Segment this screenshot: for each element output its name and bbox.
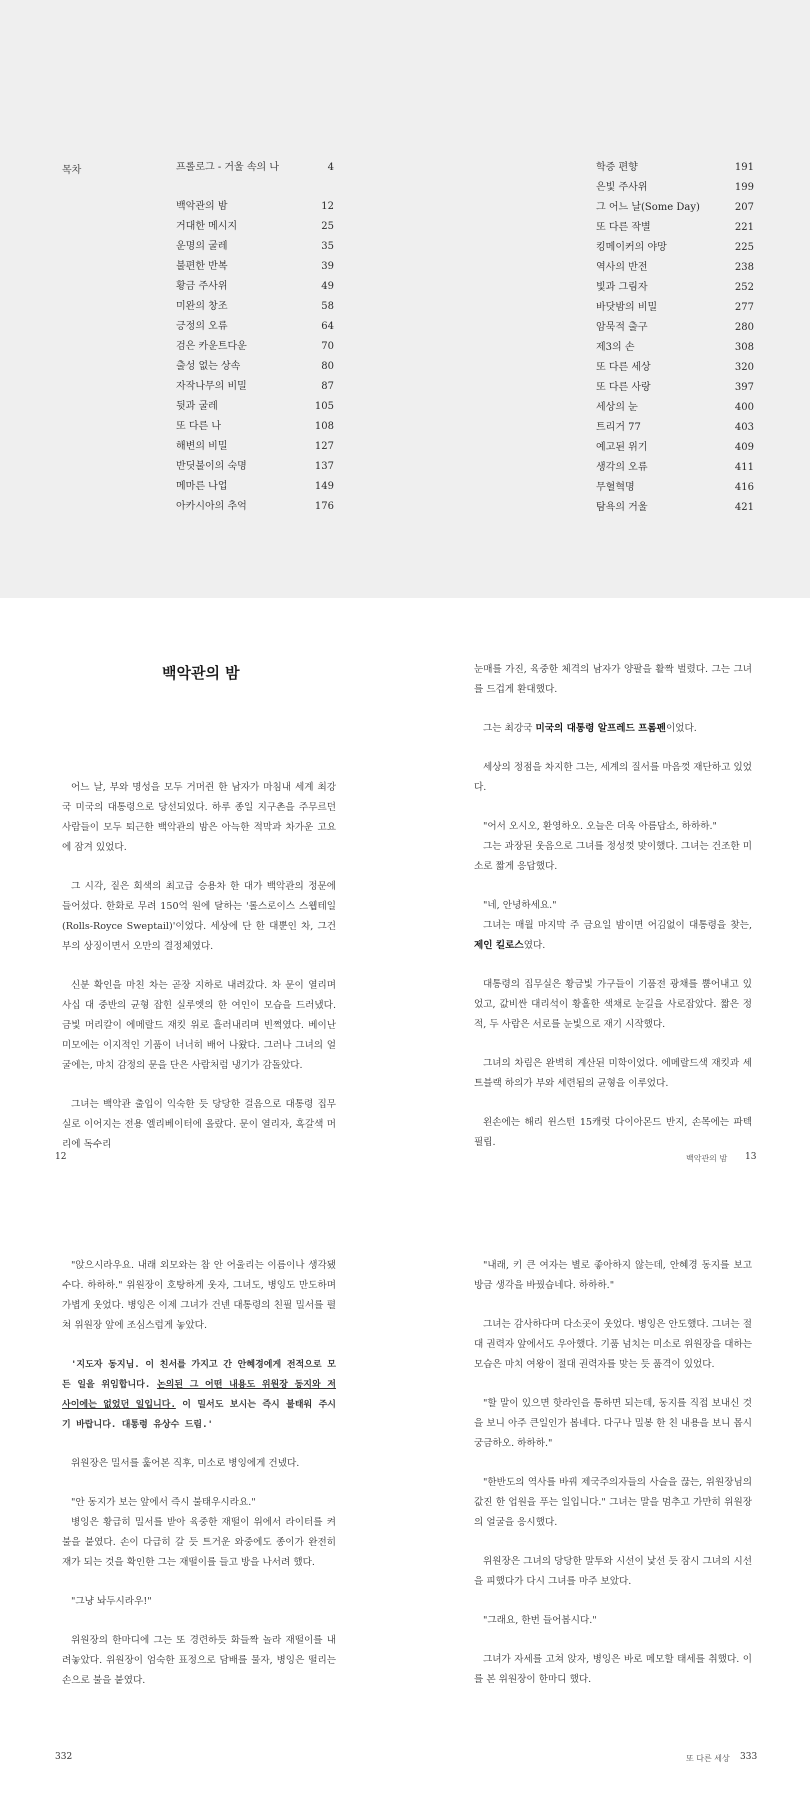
toc-entry (596, 381, 754, 401)
paragraph: 대통령의 집무실은 황금빛 가구들이 기품전 광채를 뿜어내고 있었고, 값비싼 대리석이 황홀한 색채로 눈길을 사로잡았다. 짧은 정적, 두 사람은 서로를 눈빛으로 재기 시작했다. (474, 979, 752, 1030)
toc-entry-page: 108 (314, 421, 334, 432)
toc-entry-title: 탐욕의 거울 (596, 502, 648, 513)
text-run: 그녀는 매월 마지막 주 금요일 밤이면 어김없이 대통령을 찾는, (483, 920, 752, 931)
toc-entry (176, 280, 334, 300)
paragraph: "할 말이 있으면 핫라인을 통하면 되는데, 동지를 직접 보내신 것을 보니 아주 큰일인가 봅네다. 다구나 밀봉 한 친 내용을 보니 몹시 궁금하오. 하하하." (474, 1398, 752, 1449)
toc-entry-page: 49 (321, 281, 334, 292)
toc-entry (176, 340, 334, 360)
toc-entry-title: 생각의 오류 (596, 462, 648, 473)
toc-entry-title: 빛과 그림자 (596, 282, 648, 293)
toc-entry-title: 백악관의 밤 (176, 201, 228, 212)
toc-entry (596, 481, 754, 501)
toc-entry-title: 메마른 나업 (176, 481, 228, 492)
toc-entry-page: 409 (734, 442, 754, 453)
toc-entry-page: 225 (734, 242, 754, 253)
toc-entry-page: 25 (321, 221, 334, 232)
paragraph: 위원장은 밀서를 훑어본 직후, 미소로 병잉에게 건넸다. (71, 1458, 300, 1469)
toc-entry-page: 207 (734, 202, 754, 213)
toc-entry-title: 또 다른 나 (176, 421, 221, 432)
toc-entry-page: 4 (327, 162, 334, 173)
toc-entry-page: 80 (321, 361, 334, 372)
paragraph: 위원장은 그녀의 당당한 말투와 시선이 낯선 듯 잠시 그녀의 시선을 피했다가 다시 그녀를 마주 보았다. (474, 1556, 752, 1587)
toc-entry (176, 400, 334, 420)
paragraph: 왼손에는 해리 윈스턴 15캐럿 다이아몬드 반지, 손목에는 파텍 필립. (474, 1117, 752, 1148)
paragraph: "어서 오시오, 환영하오. 오늘은 더욱 아름답소, 하하하." (483, 821, 717, 832)
toc-entry-title: 킹메이커의 야망 (596, 242, 667, 253)
paragraph: 눈매를 가진, 육중한 체격의 남자가 양팔을 활짝 벌렸다. 그는 그녀를 드겁게 환대했다. (474, 664, 752, 695)
paragraph: 그는 과장된 웃음으로 그녀를 정성껏 맞이했다. 그녀는 건조한 미소로 짧게 응답했다. (474, 841, 752, 872)
text-run: 이 밀서도 보시는 즉시 불태워 주시기 바랍니다. 대통령 유상수 드림.' (62, 1400, 336, 1430)
toc-entry (176, 220, 334, 240)
paragraph: 그녀의 차림은 완벽히 계산된 미학이었다. 에메랄드색 재킷과 세트블랙 하의가 부와 세련됨의 균형을 이루었다. (474, 1058, 752, 1089)
toc-entry-page: 411 (734, 462, 754, 473)
toc-entry (596, 161, 754, 181)
toc-entry-title: 바닷밤의 비밀 (596, 302, 658, 313)
toc-entry-page: 149 (314, 481, 334, 492)
toc-entry-title: 암묵적 출구 (596, 322, 648, 333)
page-number: 333 (740, 1752, 758, 1762)
toc-entry (596, 301, 754, 321)
toc-entry-title: 무혈혁명 (596, 482, 635, 493)
text-run: '지도자 동지님. 이 친서를 가지고 간 안혜경에게 전적으로 모든 일을 위임합니다. (62, 1360, 336, 1390)
text-run: 이었다. (665, 723, 697, 734)
toc-entry (176, 240, 334, 260)
toc-entry (596, 181, 754, 201)
toc-entry (176, 360, 334, 380)
running-head: 백악관의 밤 (686, 1154, 728, 1163)
toc-entry-title: 거대한 메시지 (176, 221, 238, 232)
toc-entry-title: 역사의 반전 (596, 262, 648, 273)
toc-entry-page: 87 (321, 381, 334, 392)
toc-entry-title: 황금 주사위 (176, 281, 228, 292)
toc-entry (596, 221, 754, 241)
toc-entry-page: 280 (734, 322, 754, 333)
toc-entry (176, 420, 334, 440)
toc-entry (596, 281, 754, 301)
toc-entry-title: 또 다른 세상 (596, 362, 651, 373)
paragraph: 그녀는 감사하다며 다소곳이 웃었다. 병잉은 안도했다. 그녀는 절대 권력자 앞에서도 우아했다. 기품 넘치는 미소로 위원장을 대하는 모습은 마치 여왕이 절대 권력자를 맞는 듯 품격이 있었다. (474, 1319, 752, 1370)
page-12-body (62, 778, 336, 1155)
toc-entry (176, 260, 334, 280)
toc-entry (176, 480, 334, 500)
toc-entry-title: 세상의 눈 (596, 402, 638, 413)
paragraph: 그 시각, 짙은 회색의 최고급 승용차 한 대가 백악관의 정문에 들어섰다. 한화로 무려 150억 원에 달하는 '롤스로이스 스웹테일(Rolls-Royce Sweptail)'이었다. 세상에 단 한 대뿐인 차, 그건 부의 상징이면서 오만의 결정체였다. (62, 881, 336, 952)
toc-entry-title: 불편한 반복 (176, 261, 228, 272)
toc-entry-page: 397 (734, 382, 754, 393)
toc-entry-page: 12 (321, 201, 334, 212)
toc-entry-title: 출성 없는 상속 (176, 361, 241, 372)
paragraph: 그녀가 자세를 고쳐 앉자, 병잉은 바로 메모할 태세를 취했다. 이를 본 위원장이 한마디 했다. (474, 1654, 752, 1685)
toc-column-right (596, 161, 754, 521)
toc-entry (176, 380, 334, 400)
paragraph: 어느 날, 부와 명성을 모두 거머쥔 한 남자가 마침내 세계 최강국 미국의 대통령으로 당선되었다. 하루 종일 지구촌을 주무르던 사람들이 모두 퇴근한 백악관의 밤은 아늑한 적막과 차가운 고요에 잠겨 있었다. (62, 782, 336, 853)
toc-entry-title: 은빛 주사위 (596, 182, 648, 193)
paragraph: "그래요, 한번 들어봅시다." (483, 1615, 597, 1626)
toc-entry (596, 361, 754, 381)
toc-column-left (176, 161, 334, 520)
toc-entry (596, 241, 754, 261)
toc-entry-page: 70 (321, 341, 334, 352)
page-number: 332 (55, 1752, 73, 1762)
toc-entry-title: 반딧불이의 숙명 (176, 461, 247, 472)
toc-entry-title: 그 어느 날(Some Day) (596, 202, 700, 213)
paragraph: "안 동지가 보는 앞에서 즉시 불태우시라요." (71, 1497, 256, 1508)
toc-entry (596, 441, 754, 461)
chapter-title: 백악관의 밤 (162, 664, 240, 682)
toc-entry (596, 261, 754, 281)
toc-entry-page: 64 (321, 321, 334, 332)
table-of-contents (0, 0, 810, 598)
toc-entry-title: 또 다른 사랑 (596, 382, 651, 393)
toc-entry-title: 검은 카운트다운 (176, 341, 247, 352)
toc-entry (176, 161, 334, 181)
paragraph: "한반도의 역사를 바꿔 제국주의자들의 사슬을 끊는, 위원장님의 값진 한 업원을 푸는 일입니다." 그녀는 말을 멈추고 가만히 위원장의 얼굴을 응시했다. (474, 1477, 752, 1528)
toc-entry (596, 401, 754, 421)
running-head: 또 다른 세상 (686, 1754, 730, 1763)
toc-label: 목차 (62, 165, 82, 176)
toc-entry-title: 트리거 77 (596, 422, 641, 433)
toc-entry-page: 58 (321, 301, 334, 312)
toc-entry-page: 35 (321, 241, 334, 252)
toc-entry-title: 제3의 손 (596, 342, 635, 353)
paragraph: "앉으시라우요. 내래 외모와는 참 안 어울리는 이름이나 생각됐수다. 하하하." 위원장이 호탕하게 웃자, 그녀도, 병잉도 만도하며 가볍게 웃었다. 병잉은 이제 그녀가 건넨 대통령의 친필 밀서를 펼쳐 위원장 앞에 조심스럽게 놓았다. (62, 1260, 336, 1331)
toc-entry-title: 긍정의 오류 (176, 321, 228, 332)
toc-entry-page: 238 (734, 262, 754, 273)
president-name: 미국의 대통령 알프레드 프롬펜 (535, 723, 666, 734)
toc-entry (176, 500, 334, 520)
page-number: 13 (745, 1152, 757, 1162)
paragraph (474, 719, 752, 739)
character-name: 제인 킬로스 (474, 940, 524, 951)
paragraph: "내래, 키 큰 여자는 별로 좋아하지 않는데, 안혜경 동지를 보고 방금 생각을 바꿨습네다. 하하하." (474, 1260, 752, 1291)
toc-entry-page: 252 (734, 282, 754, 293)
toc-entry-page: 176 (314, 501, 334, 512)
toc-entry-title: 해변의 비밀 (176, 441, 228, 452)
toc-entry-page: 277 (734, 302, 754, 313)
paragraph: 위원장의 한마디에 그는 또 경련하듯 화들짝 놀라 재떨이를 내려놓았다. 위원장이 엄숙한 표정으로 담배를 물자, 병잉은 떨리는 손으로 불을 붙였다. (62, 1635, 336, 1686)
toc-entry (176, 320, 334, 340)
toc-entry (176, 440, 334, 460)
toc-entry-page: 421 (734, 502, 754, 513)
toc-entry (596, 321, 754, 341)
underlined-text: 논의된 그 어떤 내용도 위원장 동지와 저 사이에는 없었던 일입니다. (62, 1380, 336, 1410)
toc-entry-page: 39 (321, 261, 334, 272)
toc-entry-title: 프롤로그 - 거울 속의 나 (176, 162, 280, 173)
toc-entry-page: 105 (314, 401, 334, 412)
toc-entry (596, 201, 754, 221)
paragraph: 세상의 정점을 차지한 그는, 세계의 질서를 마음껏 재단하고 있었다. (474, 762, 752, 793)
toc-entry-title: 운명의 굴레 (176, 241, 228, 252)
toc-entry-page: 221 (734, 222, 754, 233)
paragraph: "그냥 놔두시라우!" (71, 1596, 152, 1607)
toc-entry (596, 341, 754, 361)
page-333-body (474, 1256, 752, 1690)
paragraph: 그녀는 백악관 출입이 익숙한 듯 당당한 걸음으로 대통령 집무실로 이어지는 전용 엘리베이터에 올랐다. 문이 열리자, 흑갈색 머리에 독수리 (62, 1099, 336, 1150)
toc-entry (176, 460, 334, 480)
toc-entry-page: 137 (314, 461, 334, 472)
toc-entry-page: 199 (734, 182, 754, 193)
toc-entry (176, 300, 334, 320)
toc-entry (176, 200, 334, 220)
paragraph: "네, 안녕하세요." (483, 900, 557, 911)
page-332-body (62, 1256, 336, 1691)
toc-entry-title: 학증 편향 (596, 162, 638, 173)
toc-entry-page: 191 (734, 162, 754, 173)
paragraph: 병잉은 황급히 밀서를 받아 육중한 재떨이 위에서 라이터를 켜 불을 붙였다. 손이 다급히 갈 듯 트거운 와중에도 종이가 완전히 재가 되는 것을 확인한 그는 재떨이를 들고 방을 나서려 했다. (62, 1517, 336, 1568)
toc-entry-title: 또 다른 작별 (596, 222, 651, 233)
text-run: 그는 최강국 (483, 723, 536, 734)
toc-entry-page: 400 (734, 402, 754, 413)
toc-entry-title: 미완의 창조 (176, 301, 228, 312)
toc-entry-title: 자작나무의 비밀 (176, 381, 247, 392)
paragraph (474, 916, 752, 956)
page-number: 12 (55, 1152, 67, 1162)
secret-letter (62, 1355, 336, 1435)
toc-entry-page: 416 (734, 482, 754, 493)
toc-entry-title: 예고된 위기 (596, 442, 648, 453)
toc-entry-page: 403 (734, 422, 754, 433)
toc-entry-title: 아카시아의 추억 (176, 501, 247, 512)
toc-entry-title: 뒷과 굴레 (176, 401, 218, 412)
page-13-body (474, 660, 752, 1153)
toc-entry-page: 127 (314, 441, 334, 452)
toc-entry-page: 320 (734, 362, 754, 373)
toc-entry-page: 308 (734, 342, 754, 353)
toc-entry (596, 461, 754, 481)
toc-entry (596, 421, 754, 441)
paragraph: 신분 확인을 마친 차는 곧장 지하로 내려갔다. 차 문이 열리며 사십 대 중반의 균형 잡힌 실루엣의 한 여인이 모습을 드러냈다. 금빛 머리칼이 에메랄드 재킷 위로 흘러내리며 빈쩍였다. 베이난 미모에는 이지적인 기품이 너너히 배어 나왔다. 그러나 그녀의 얼굴에는, 마치 감정의 문을 단은 사람처럼 냉기가 감돌았다. (62, 980, 336, 1071)
toc-entry (596, 501, 754, 521)
text-run: 였다. (523, 940, 546, 951)
